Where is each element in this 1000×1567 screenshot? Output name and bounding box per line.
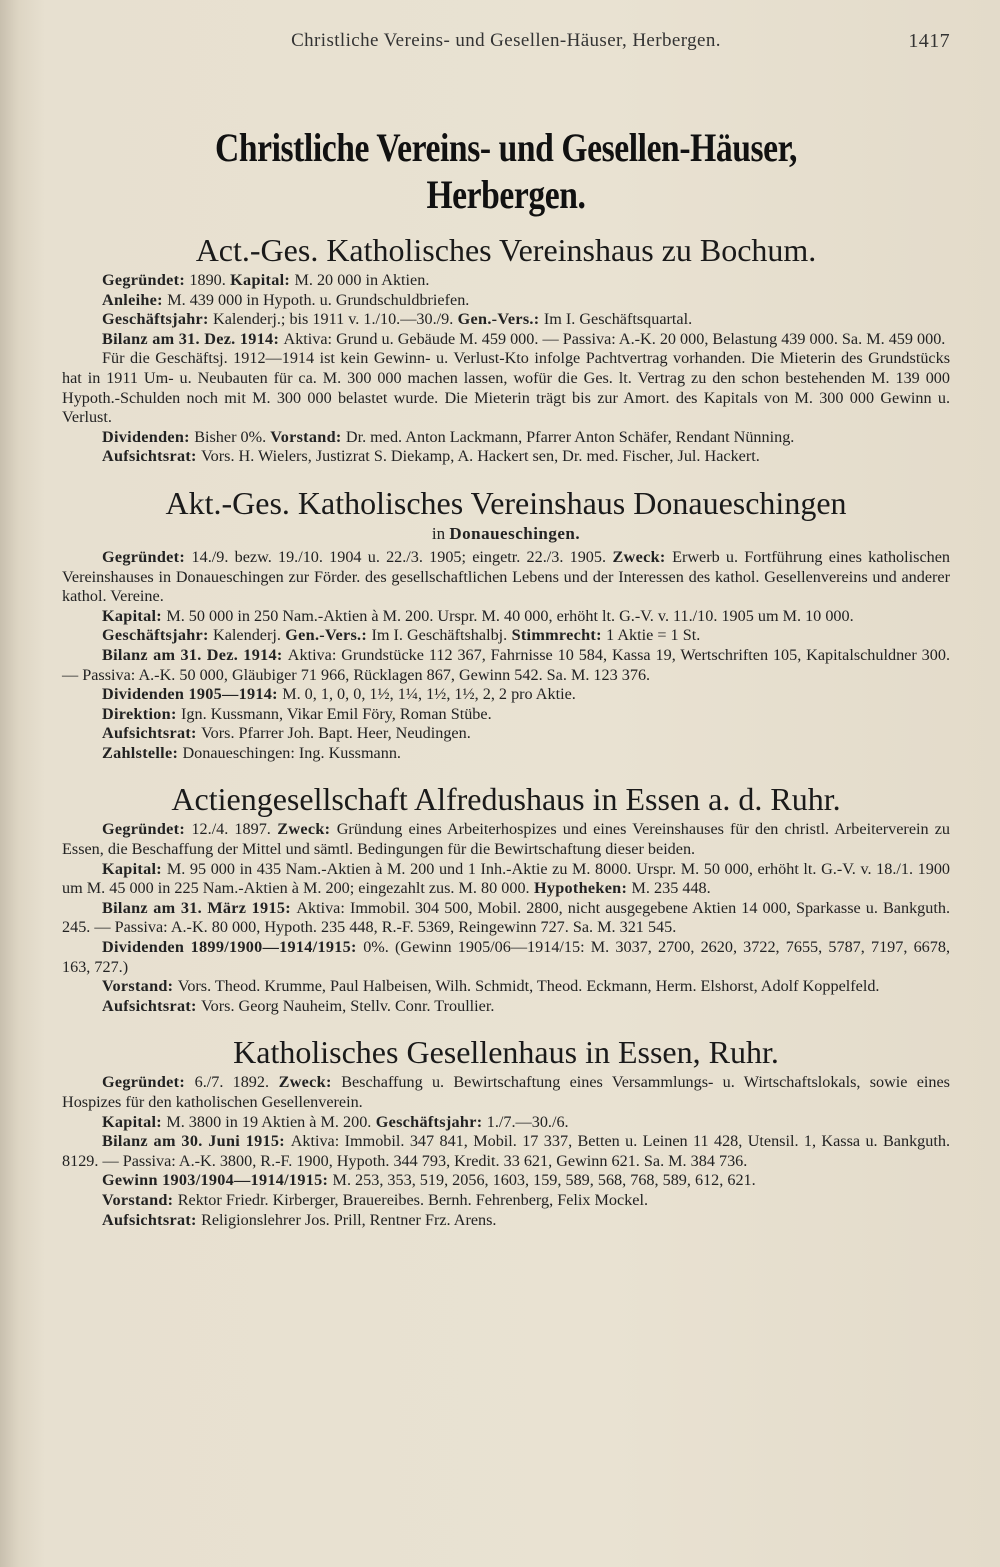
entry-paragraph (62, 447, 950, 467)
entry-paragraph (62, 685, 950, 705)
company-entry (62, 232, 950, 467)
field-value: Aktiva: Grundstücke 112 367, Fahrnisse 10 584, Kassa 19, Wertschriften 105, Kapitalschuldner 300. — Passiva: A.-K. 50 000, Gläubiger 71 966, Rücklagen 867, Gewinn 542. Sa. M. 123 376. (62, 645, 950, 684)
entry-paragraph (62, 330, 950, 350)
entry-paragraph (62, 1211, 950, 1231)
page-number: 1417 (908, 30, 950, 52)
entry-paragraph (62, 820, 950, 859)
entry-paragraph (62, 1132, 950, 1171)
entry-paragraph (62, 310, 950, 330)
subtitle-prefix: in (431, 523, 450, 543)
entry-paragraph (62, 997, 950, 1017)
field-label: Bilanz am 30. Juni 1915: (102, 1132, 291, 1151)
entry-title: Act.-Ges. Katholisches Vereinshaus zu Bochum. (195, 232, 817, 268)
field-label: Bilanz am 31. März 1915: (102, 898, 297, 917)
subtitle-place: Donaueschingen. (449, 523, 581, 543)
entry-paragraph (62, 724, 950, 744)
field-value: 0%. (Gewinn 1905/06—1914/15: M. 3037, 2700, 2620, 3722, 7655, 5787, 7197, 6678, 163, 727.) (62, 938, 950, 976)
field-label: Aufsichtsrat: (102, 1210, 202, 1229)
field-value: Im I. Geschäftshalbj. (371, 626, 508, 645)
entry-paragraph (62, 860, 950, 899)
company-entry (62, 1034, 950, 1230)
field-label: Stimmrecht: (507, 626, 607, 645)
field-value: Für die Geschäftsj. 1912—1914 ist kein Gewinn- u. Verlust-Kto infolge Pachtvertrag vorhanden. Die Mieterin des Grundstücks hat in 1911 Um- u. Neubauten für ca. M. 300 000 machen lassen, wofür die Ges. lt. Vertrag zu den schon bestehenden M. 139 000 Hypoth.-Schulden noch mit M. 300 000 belastet wurde. Die Mieterin trägt bis zur Amort. des Kapitals von M. 300 000 Gewinn u. Verlust. (62, 349, 950, 427)
field-label: Gen.-Vers.: (453, 310, 544, 329)
field-value: Dr. med. Anton Lackmann, Pfarrer Anton Schäfer, Rendant Nünning. (345, 427, 795, 446)
field-value: Vors. Pfarrer Joh. Bapt. Heer, Neudingen. (201, 724, 471, 743)
entry-paragraph (62, 977, 950, 997)
field-label: Aufsichtsrat: (102, 724, 202, 743)
entry-paragraph (62, 271, 950, 291)
entry-title: Akt.-Ges. Katholisches Vereinshaus Donaueschingen (165, 484, 847, 521)
field-value: M. 50 000 in 250 Nam.-Aktien à M. 200. Urspr. M. 40 000, erhöht lt. G.-V. v. 11./10. 1905 um M. 10 000. (166, 606, 854, 625)
field-value: 1./7.—30./6. (486, 1112, 569, 1131)
field-label: Zahlstelle: (102, 743, 183, 762)
entry-title: Katholisches Gesellenhaus in Essen, Ruhr. (233, 1034, 779, 1071)
field-value: 12./4. 1897. (191, 820, 271, 839)
entry-paragraph (62, 626, 950, 646)
field-label: Zweck: (269, 1073, 342, 1092)
entry-paragraph (62, 1191, 950, 1211)
field-value: 1890. (189, 271, 226, 289)
field-value: M. 439 000 in Hypoth. u. Grundschuldbriefen. (167, 290, 470, 309)
field-label: Gewinn 1903/1904—1914/1915: (102, 1171, 333, 1190)
field-value: Beschaffung u. Bewirtschaftung eines Versammlungs- u. Wirtschaftslokals, sowie eines Hospizes für den katholischen Gesellenverein. (62, 1073, 950, 1111)
field-value: M. 95 000 in 435 Nam.-Aktien à M. 200 und 1 Inh.-Aktie zu M. 8000. Urspr. M. 50 000, erhöht lt. G.-V. v. 18./1. 1900 um M. 45 000 in 225 Nam.-Aktien à M. 200; eingezahlt zus. M. 80 000. (62, 859, 951, 898)
field-value: Kalenderj. (213, 626, 281, 645)
entry-paragraph (62, 349, 950, 427)
field-label: Kapital: (102, 606, 167, 625)
field-value: Bisher 0%. (194, 427, 267, 446)
field-label: Kapital: (102, 1112, 167, 1131)
field-label: Bilanz am 31. Dez. 1914: (102, 329, 284, 348)
entry-paragraph (62, 705, 950, 725)
company-entry (62, 781, 950, 1016)
field-value: M. 235 448. (631, 879, 711, 898)
field-label: Gen.-Vers.: (280, 626, 372, 645)
company-entry (62, 485, 950, 764)
field-label: Direktion: (102, 704, 181, 723)
field-value: M. 3800 in 19 Aktien à M. 200. (166, 1112, 372, 1131)
entry-paragraph (62, 744, 950, 764)
field-value: Aktiva: Immobil. 304 500, Mobil. 2800, nicht ausgegebene Aktien 14 000, Sparkasse u. Bankguth. 245. — Passiva: A.-K. 80 000, Hypoth. 235 448, R.-F. 5369, Reingewinn 727. Sa. M. 321 545. (62, 898, 950, 937)
entry-paragraph (62, 607, 950, 627)
field-value: Religionslehrer Jos. Prill, Rentner Frz. Arens. (201, 1210, 497, 1229)
field-label: Hypotheken: (529, 879, 632, 898)
field-value: 14./9. bezw. 19./10. 1904 u. 22./3. 1905; eingetr. 22./3. 1905. (191, 547, 607, 566)
field-label: Dividenden 1905—1914: (102, 685, 283, 704)
field-value: Vors. H. Wielers, Justizrat S. Diekamp, A. Hackert sen, Dr. med. Fischer, Jul. Hackert. (201, 447, 760, 466)
field-label: Kapital: (102, 859, 167, 878)
field-label: Zweck: (270, 820, 337, 839)
running-head (62, 30, 950, 64)
field-label: Vorstand: (102, 977, 178, 996)
field-label: Dividenden: (102, 427, 195, 446)
field-value: 1 Aktie = 1 St. (606, 626, 701, 645)
field-label: Geschäftsjahr: (102, 626, 214, 645)
section-title: Christliche Vereins- und Gesellen-Häuser, Herbergen. (214, 125, 798, 217)
field-value: Donaueschingen: Ing. Kussmann. (182, 743, 401, 762)
field-label: Anleihe: (102, 290, 168, 309)
field-label: Gegründet: (102, 271, 190, 289)
field-label: Geschäftsjahr: (371, 1112, 487, 1131)
field-value: M. 253, 353, 519, 2056, 1603, 159, 589, 568, 768, 589, 612, 621. (332, 1171, 756, 1190)
entry-paragraph (62, 1171, 950, 1191)
entry-paragraph (62, 1073, 950, 1112)
field-label: Geschäftsjahr: (102, 310, 214, 329)
entry-paragraph (62, 428, 950, 448)
entry-paragraph (62, 899, 950, 938)
entry-subtitle (62, 524, 950, 544)
entry-paragraph (62, 938, 950, 977)
field-label: Aufsichtsrat: (102, 447, 202, 466)
entry-paragraph (62, 646, 950, 685)
field-value: Gründung eines Arbeiterhospizes und eines Vereinshauses für den christl. Arbeiterverein zu Essen, die Beschaffung der Mittel und sämtl. Bedingungen für die Bewirtschaftung dieser beiden. (62, 820, 950, 859)
entry-paragraph (62, 1113, 950, 1133)
field-value: Ign. Kussmann, Vikar Emil Föry, Roman Stübe. (181, 704, 492, 723)
field-value: Aktiva: Grund u. Gebäude M. 459 000. — Passiva: A.-K. 20 000, Belastung 439 000. Sa. M. 459 000. (283, 329, 946, 348)
field-value: Vors. Theod. Krumme, Paul Halbeisen, Wilh. Schmidt, Theod. Eckmann, Herm. Elshorst, Adolf Koppelfeld. (177, 977, 880, 996)
field-value: Erwerb u. Fortführung eines katholischen Vereinshauses in Donaueschingen zur Förder. des gesellschaftlichen Lebens und der Interessen des kathol. Gesellenvereins und anderer kathol. Vereine. (62, 547, 950, 606)
field-label: Gegründet: (102, 1073, 195, 1092)
field-label: Bilanz am 31. Dez. 1914: (102, 645, 288, 664)
field-label: Zweck: (606, 547, 673, 566)
entry-paragraph (62, 548, 950, 607)
field-label: Vorstand: (266, 427, 346, 446)
entry-paragraph (62, 291, 950, 311)
field-value: Im I. Geschäftsquartal. (543, 310, 693, 329)
field-value: 6./7. 1892. (194, 1073, 270, 1092)
field-label: Aufsichtsrat: (102, 996, 202, 1015)
field-label: Gegründet: (102, 820, 192, 839)
field-value: Aktiva: Immobil. 347 841, Mobil. 17 337, Betten u. Leinen 11 428, Utensil. 1, Kassa u. Bankguth. 8129. — Passiva: A.-K. 3800, R.-F. 1900, Hypoth. 344 793, Kredit. 33 621, Gewinn 621. Sa. M. 384 736. (62, 1132, 950, 1170)
field-value: M. 20 000 in Aktien. (294, 271, 430, 289)
field-value: M. 0, 1, 0, 0, 1½, 1¼, 1½, 1½, 2, 2 pro Aktie. (282, 685, 576, 704)
field-value: Kalenderj.; bis 1911 v. 1./10.—30./9. (213, 310, 454, 329)
entry-title: Actiengesellschaft Alfredushaus in Essen a. d. Ruhr. (171, 781, 841, 818)
running-head-title: Christliche Vereins- und Gesellen-Häuser, Herbergen. (291, 30, 721, 51)
field-label: Vorstand: (102, 1190, 178, 1209)
field-value: Rektor Friedr. Kirberger, Brauereibes. Bernh. Fehrenberg, Felix Mockel. (177, 1190, 649, 1209)
field-label: Gegründet: (102, 547, 192, 566)
field-label: Kapital: (225, 271, 295, 289)
field-value: Vors. Georg Nauheim, Stellv. Conr. Troullier. (201, 996, 495, 1015)
field-label: Dividenden 1899/1900—1914/1915: (102, 938, 364, 957)
